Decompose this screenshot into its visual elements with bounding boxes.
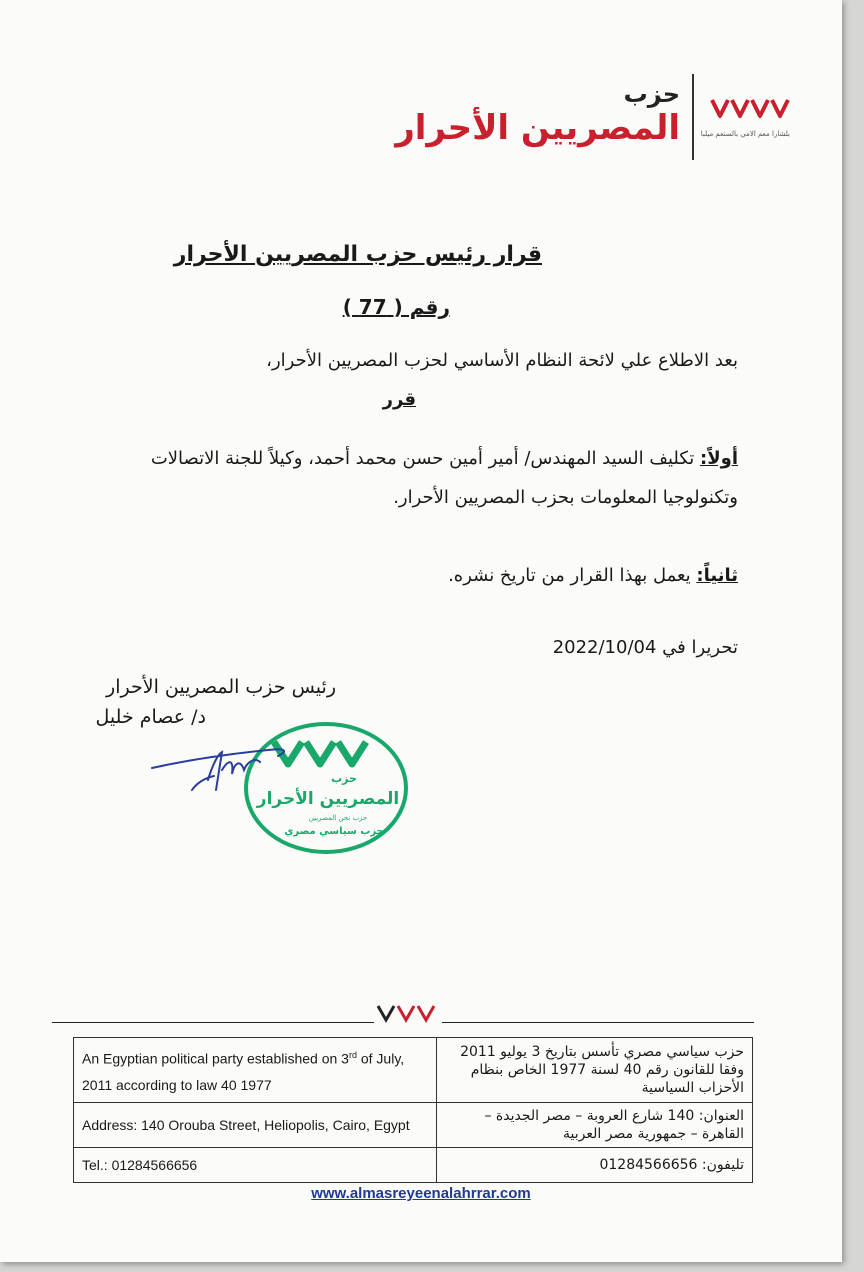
decree-number: رقم ( 77 ) — [342, 295, 450, 319]
info-arabic-phone: تليفون: 01284566656 — [437, 1147, 753, 1182]
stamp-line-4: حزب سياسي مصري — [284, 826, 384, 837]
article-second-lead: ثانياً: — [696, 565, 738, 586]
info-english-establishment — [74, 1038, 437, 1103]
info-english-address: Address: 140 Oroubа Street, Heliopolis, Cairo, Egypt — [74, 1102, 437, 1147]
logo-party-name: المصريين الأحرار — [395, 108, 680, 148]
stamp-line-3: حزب نحن المصريين — [308, 814, 368, 822]
website-link[interactable]: www.almasreyeenalahrrar.com — [311, 1185, 531, 1202]
table-row — [74, 1147, 753, 1182]
decree-article-first — [138, 439, 738, 517]
table-row — [74, 1038, 753, 1103]
info-text: An Egyptian political party established on 3 — [82, 1050, 349, 1067]
decree-date: تحريرا في 2022/10/04 — [552, 637, 738, 658]
info-sup: rd — [348, 1050, 357, 1060]
decree-title: قرار رئيس حزب المصريين الأحرار — [173, 242, 542, 267]
decree-article-second — [448, 565, 738, 586]
info-arabic-establishment: حزب سياسي مصري تأسس بتاريخ 3 يوليو 2011 وفقا للقانون رقم 40 لسنة 1977 الخاص بنظام الأحزاب السياسية — [437, 1038, 753, 1103]
stamp-line-1: حزب — [331, 772, 357, 785]
party-info-table — [73, 1037, 753, 1183]
party-emblem-icon — [710, 94, 790, 124]
stamp-line-2: المصريين الأحرار — [256, 789, 400, 809]
signatory-name: د/ عصام خليل — [95, 706, 206, 728]
signatory-title: رئيس حزب المصريين الأحرار — [106, 676, 336, 698]
footer-emblem-icon — [374, 1000, 440, 1026]
decree-preamble: بعد الاطلاع علي لائحة النظام الأساسي لحزب المصريين الأحرار، — [266, 350, 738, 371]
decree-decided: قرر — [382, 389, 416, 410]
logo-divider — [692, 74, 694, 160]
party-logo — [395, 72, 790, 162]
logo-small-text: حزب — [623, 80, 680, 108]
article-first-lead: أولاً: — [700, 448, 738, 469]
footer-rule-left — [52, 1022, 374, 1023]
footer-rule-right — [442, 1022, 754, 1023]
info-text: of July, 2011 according to law 40 1977 — [82, 1050, 405, 1093]
table-row — [74, 1102, 753, 1147]
info-english-phone: Tel.: 01284566656 — [74, 1147, 437, 1182]
article-first-text: تكليف السيد المهندس/ أمير أمين حسن محمد أحمد، وكيلاً للجنة الاتصالات وتكنولوجيا المعلومات بحزب المصريين الأحرار. — [150, 448, 738, 508]
info-arabic-address: العنوان: 140 شارع العروبة – مصر الجديدة – القاهرة – جمهورية مصر العربية — [437, 1102, 753, 1147]
handwritten-signature-icon — [148, 730, 308, 800]
article-second-text: يعمل بهذا القرار من تاريخ نشره. — [448, 565, 697, 586]
logo-tagline: بلشارا معم الامي بالستعم ميلبا — [700, 130, 790, 138]
